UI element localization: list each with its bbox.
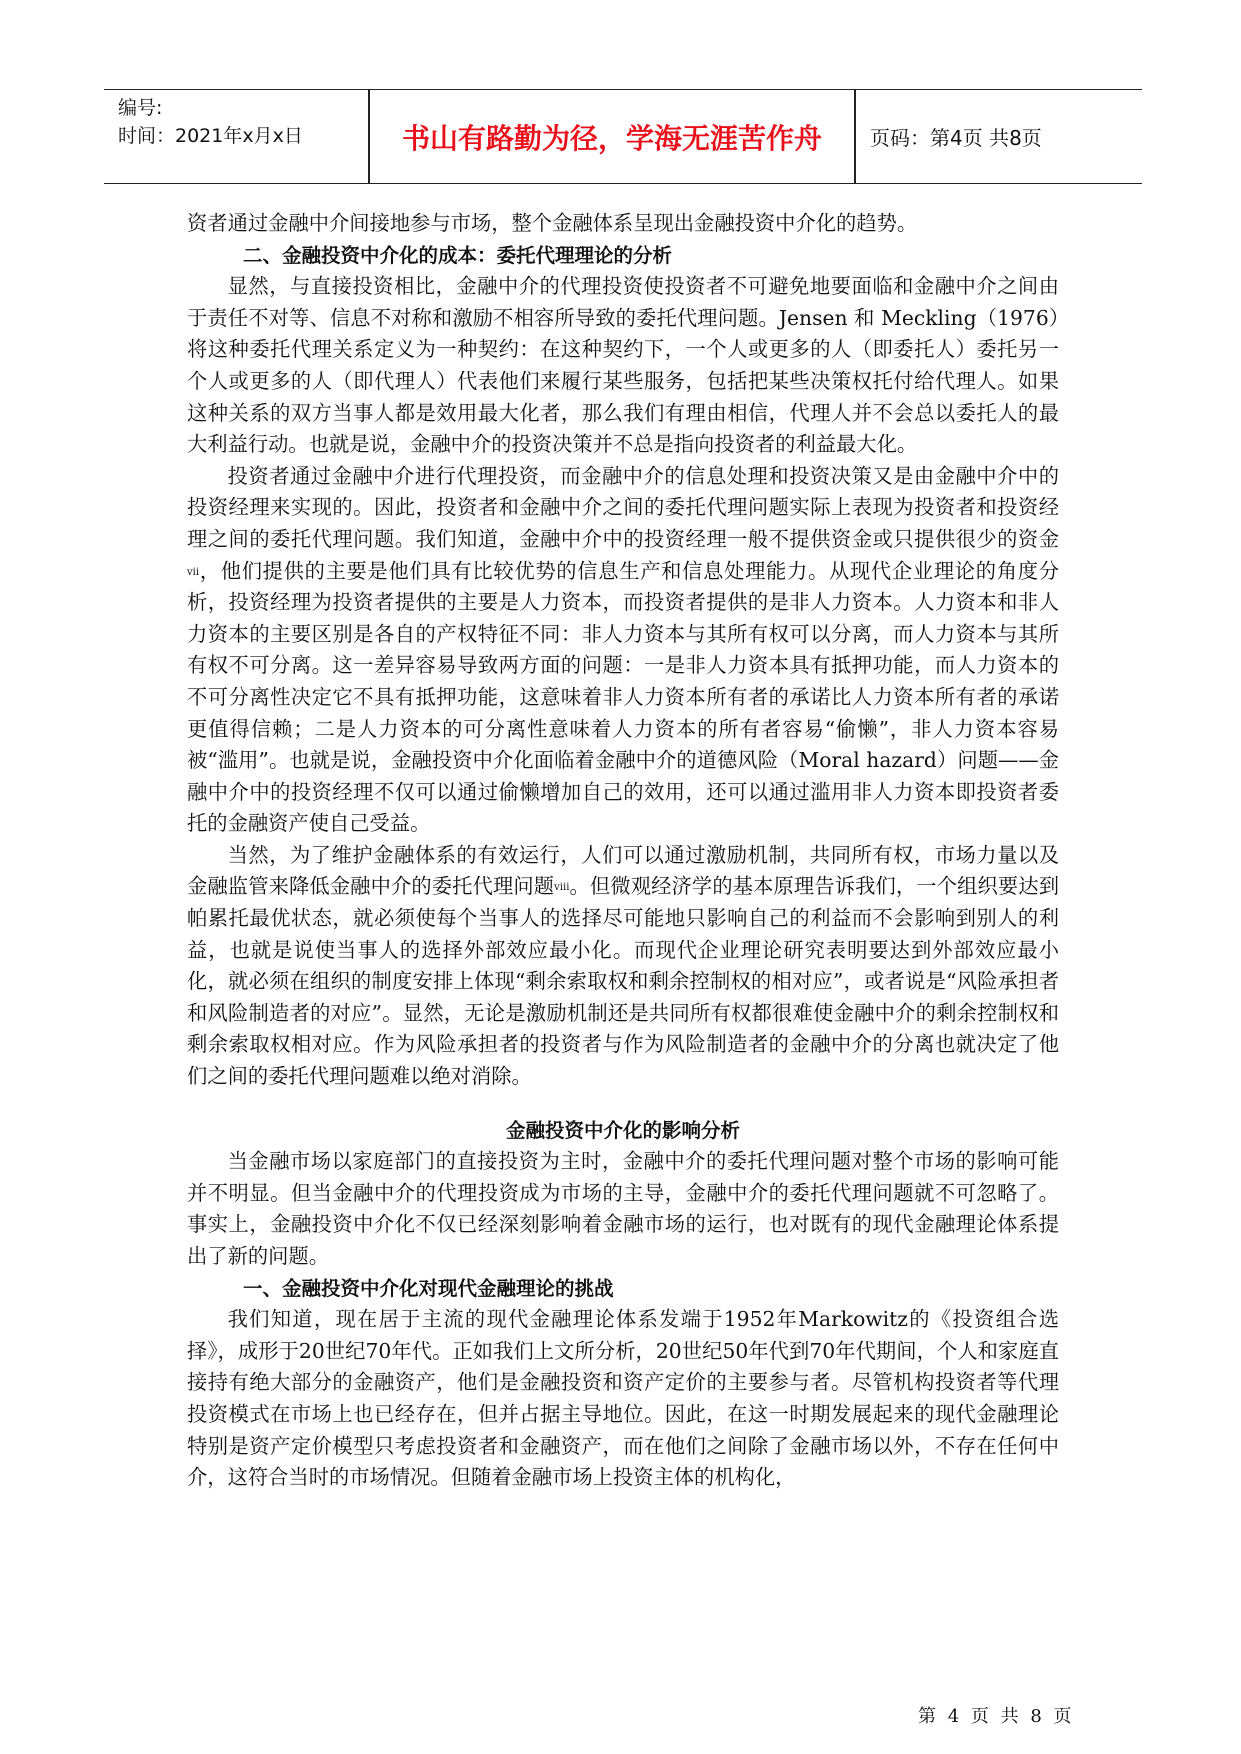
- doc-number-label: 编号:: [118, 97, 163, 119]
- paragraph: 资者通过金融中介间接地参与市场，整个金融体系呈现出金融投资中介化的趋势。: [187, 211, 918, 235]
- doc-time-label: 时间：2021年x月x日: [118, 125, 303, 147]
- section-heading: 一、金融投资中介化对现代金融理论的挑战: [243, 1276, 614, 1300]
- paragraph: 当金融市场以家庭部门的直接投资为主时，金融中介的委托代理问题对整个市场的影响可能并不明显。但当金融中介的代理投资成为市场的主导，金融中介的委托代理问题就不可忽略了。事实上，金融投资中介化不仅已经深刻影响着金融市场的运行，也对既有的现代金融理论体系提出了新的问题。: [187, 1149, 1059, 1268]
- section-heading: 二、金融投资中介化的成本：委托代理理论的分析: [243, 243, 673, 267]
- footnote-marker: vii: [187, 566, 200, 578]
- paragraph: 我们知道，现在居于主流的现代金融理论体系发端于1952年Markowitz的《投资组合选择》，成形于20世纪70年代。正如我们上文所分析，20世纪50年代到70年代期间，个人和家庭直接持有绝大部分的金融资产，他们是金融投资和资产定价的主要参与者。尽管机构投资者等代理投资模式在市场上也已经存在，但并占据主导地位。因此，在这一时期发展起来的现代金融理论特别是资产定价模型只考虑投资者和金融资产，而在他们之间除了金融市场以外，不存在任何中介，这符合当时的市场情况。但随着金融市场上投资主体的机构化，: [187, 1307, 1059, 1490]
- header-page-label: 页码：第4页 共8页: [870, 126, 1042, 150]
- paragraph: [187, 840, 1059, 1093]
- header-motto: 书山有路勤为径，学海无涯苦作舟: [401, 121, 822, 155]
- header-meta: [118, 94, 368, 150]
- page-header: [104, 89, 1142, 184]
- footnote-marker: viii: [554, 882, 570, 894]
- section-title: 金融投资中介化的影响分析: [505, 1118, 740, 1142]
- page-footer: 第 4 页 共 8 页: [918, 1706, 1075, 1727]
- paragraph-text: 。但微观经济学的基本原理告诉我们，一个组织要达到帕累托最优状态，就必须使每个当事人的选择尽可能地只影响自己的利益而不会影响到别人的利益，也就是说使当事人的选择外部效应最小化。而现代企业理论研究表明要达到外部效应最小化，就必须在组织的制度安排上体现“剩余索取权和剩余控制权的相对应”，或者说是“风险承担者和风险制造者的对应”。显然，无论是激励机制还是共同所有权都很难使金融中介的剩余控制权和剩余索取权相对应。作为风险承担者的投资者与作为风险制造者的金融中介的分离也就决定了他们之间的委托代理问题难以绝对消除。: [187, 874, 1059, 1089]
- document-body: [187, 208, 1059, 1494]
- header-divider: [854, 90, 856, 183]
- paragraph-text: 当然，为了维护金融体系的有效运行，人们可以通过激励机制，共同所有权，市场力量以及金融监管来降低金融中介的委托代理问题: [187, 842, 1059, 899]
- paragraph: [187, 461, 1059, 840]
- paragraph: 显然，与直接投资相比，金融中介的代理投资使投资者不可避免地要面临和金融中介之间由于责任不对等、信息不对称和激励不相容所导致的委托代理问题。Jensen 和 Meckling（1976）将这种委托代理关系定义为一种契约：在这种契约下，一个人或更多的人（即委托人）委托另一个人或更多的人（即代理人）代表他们来履行某些服务，包括把某些决策权托付给代理人。如果这种关系的双方当事人都是效用最大化者，那么我们有理由相信，代理人并不会总以委托人的最大利益行动。也就是说，金融中介的投资决策并不总是指向投资者的利益最大化。: [187, 274, 1059, 457]
- paragraph-text: ，他们提供的主要是他们具有比较优势的信息生产和信息处理能力。从现代企业理论的角度分析，投资经理为投资者提供的主要是人力资本，而投资者提供的是非人力资本。人力资本和非人力资本的主要区别是各自的产权特征不同：非人力资本与其所有权可以分离，而人力资本与其所有权不可分离。这一差异容易导致两方面的问题：一是非人力资本具有抵押功能，而人力资本的不可分离性决定它不具有抵押功能，这意味着非人力资本所有者的承诺比人力资本所有者的承诺更值得信赖；二是人力资本的可分离性意味着人力资本的所有者容易“偷懒”，非人力资本容易被“滥用”。也就是说，金融投资中介化面临着金融中介的道德风险（Moral hazard）问题——金融中介中的投资经理不仅可以通过偷懒增加自己的效用，还可以通过滥用非人力资本即投资者委托的金融资产使自己受益。: [187, 558, 1059, 836]
- paragraph-text: 投资者通过金融中介进行代理投资，而金融中介的信息处理和投资决策又是由金融中介中的投资经理来实现的。因此，投资者和金融中介之间的委托代理问题实际上表现为投资者和投资经理之间的委托代理问题。我们知道，金融中介中的投资经理一般不提供资金或只提供很少的资金: [187, 463, 1059, 551]
